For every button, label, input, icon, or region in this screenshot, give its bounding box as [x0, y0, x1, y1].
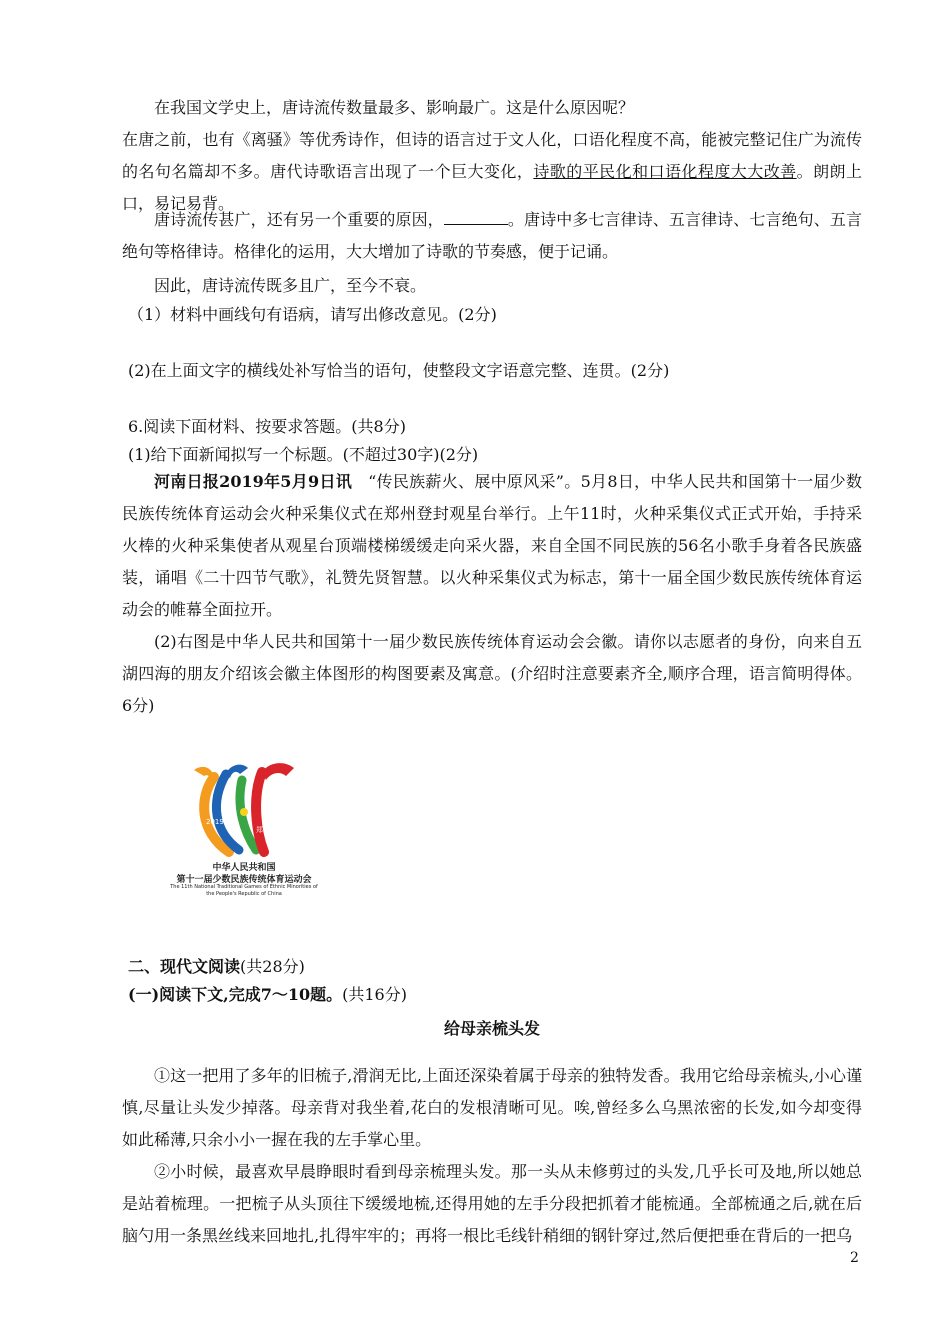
- question-6-heading: 6.阅读下面材料、按要求答题。(共8分): [128, 417, 406, 436]
- paragraph-3: 唐诗流传甚广，还有另一个重要的原因， 。唐诗中多七言律诗、五言律诗、七言绝句、五言绝句等格律诗。格律化的运用，大大增加了诗歌的节奏感，便于记诵。: [122, 210, 862, 261]
- news-article: 河南日报2019年5月9日讯 “传民族薪火、展中原风采”。5月8日，中华人民共和国第十一届少数民族传统体育运动会火种采集仪式在郑州登封观星台举行。上午11时，火种采集仪式正式开始，手持采火棒的火种采集使者从观星台顶端楼梯缓缓走向采火器，来自全国不同民族的56名小歌手身着各民族盛装，诵唱《二十四节气歌》，礼赞先贤智慧。以火种采集仪式为标志，第十一届全国少数民族传统体育运动会的帷幕全面拉开。: [122, 472, 862, 619]
- games-emblem: [144, 752, 344, 902]
- section-2-heading: 二、现代文阅读(共28分): [128, 957, 305, 976]
- svg-text:郑州: 郑州: [256, 826, 270, 834]
- emblem-caption-1: 中华人民共和国: [212, 863, 276, 873]
- underlined-sentence: 诗歌的平民化和口语化程度大大改善: [533, 162, 797, 181]
- question-2: (2)在上面文字的横线处补写恰当的语句，使整段文字语意完整、连贯。(2分): [128, 361, 670, 380]
- emblem-caption-3: The 11th National Traditional Games of Ethnic Minorities of: [170, 884, 318, 890]
- emblem-caption-4: the People's Republic of China: [206, 891, 282, 897]
- paragraph-4: 因此，唐诗流传既多且广，至今不衰。: [154, 276, 427, 295]
- svg-text:2019: 2019: [206, 818, 224, 826]
- emblem-caption-2: 第十一届少数民族传统体育运动会: [176, 875, 312, 885]
- news-dateline: 河南日报2019年5月9日讯: [154, 472, 353, 491]
- question-1: （1）材料中画线句有语病，请写出修改意见。(2分): [128, 305, 497, 324]
- question-6-part-2: (2)右图是中华人民共和国第十一届少数民族传统体育运动会会徽。请你以志愿者的身份，向来自五湖四海的朋友介绍该会徽主体图形的构图要素及寓意。(介绍时注意要素齐全,顺序合理，语言简明得体。6分): [122, 632, 862, 715]
- question-6-part-1: (1)给下面新闻拟写一个标题。(不超过30字)(2分): [128, 445, 479, 464]
- paragraph-2: 在唐之前，也有《离骚》等优秀诗作，但诗的语言过于文人化，口语化程度不高，能被完整记住广为流传的名句名篇却不多。唐代诗歌语言出现了一个巨大变化，诗歌的平民化和口语化程度大大改善。朗朗上口，易记易背。: [122, 130, 862, 213]
- paragraph-1: 在我国文学史上，唐诗流传数量最多、影响最广。这是什么原因呢？: [154, 98, 635, 117]
- article-paragraph-1: ①这一把用了多年的旧梳子,滑润无比,上面还深染着属于母亲的独特发香。我用它给母亲梳头,小心谨慎,尽量让头发少掉落。母亲背对我坐着,花白的发根清晰可见。唉,曾经多么乌黑浓密的长发,如今却变得如此稀薄,只余小小一握在我的左手掌心里。: [122, 1066, 862, 1149]
- article-title: 给母亲梳头发: [443, 1019, 540, 1038]
- emblem-dragon-icon: [144, 752, 344, 862]
- article-paragraph-2: ②小时候，最喜欢早晨睁眼时看到母亲梳理头发。那一头从未修剪过的头发,几乎长可及地,所以她总是站着梳理。一把梳子从头顶往下缓缓地梳,还得用她的左手分段把抓着才能梳通。全部梳通之后,就在后脑勺用一条黑丝线来回地扎,扎得牢牢的；再将一根比毛线针稍细的钢针穿过,然后便把垂在背后的一把乌: [122, 1162, 862, 1245]
- fill-in-blank: [444, 210, 508, 225]
- subsection-1-heading: (一)阅读下文,完成7～10题。(共16分): [128, 985, 407, 1004]
- page-number: 2: [850, 1250, 859, 1266]
